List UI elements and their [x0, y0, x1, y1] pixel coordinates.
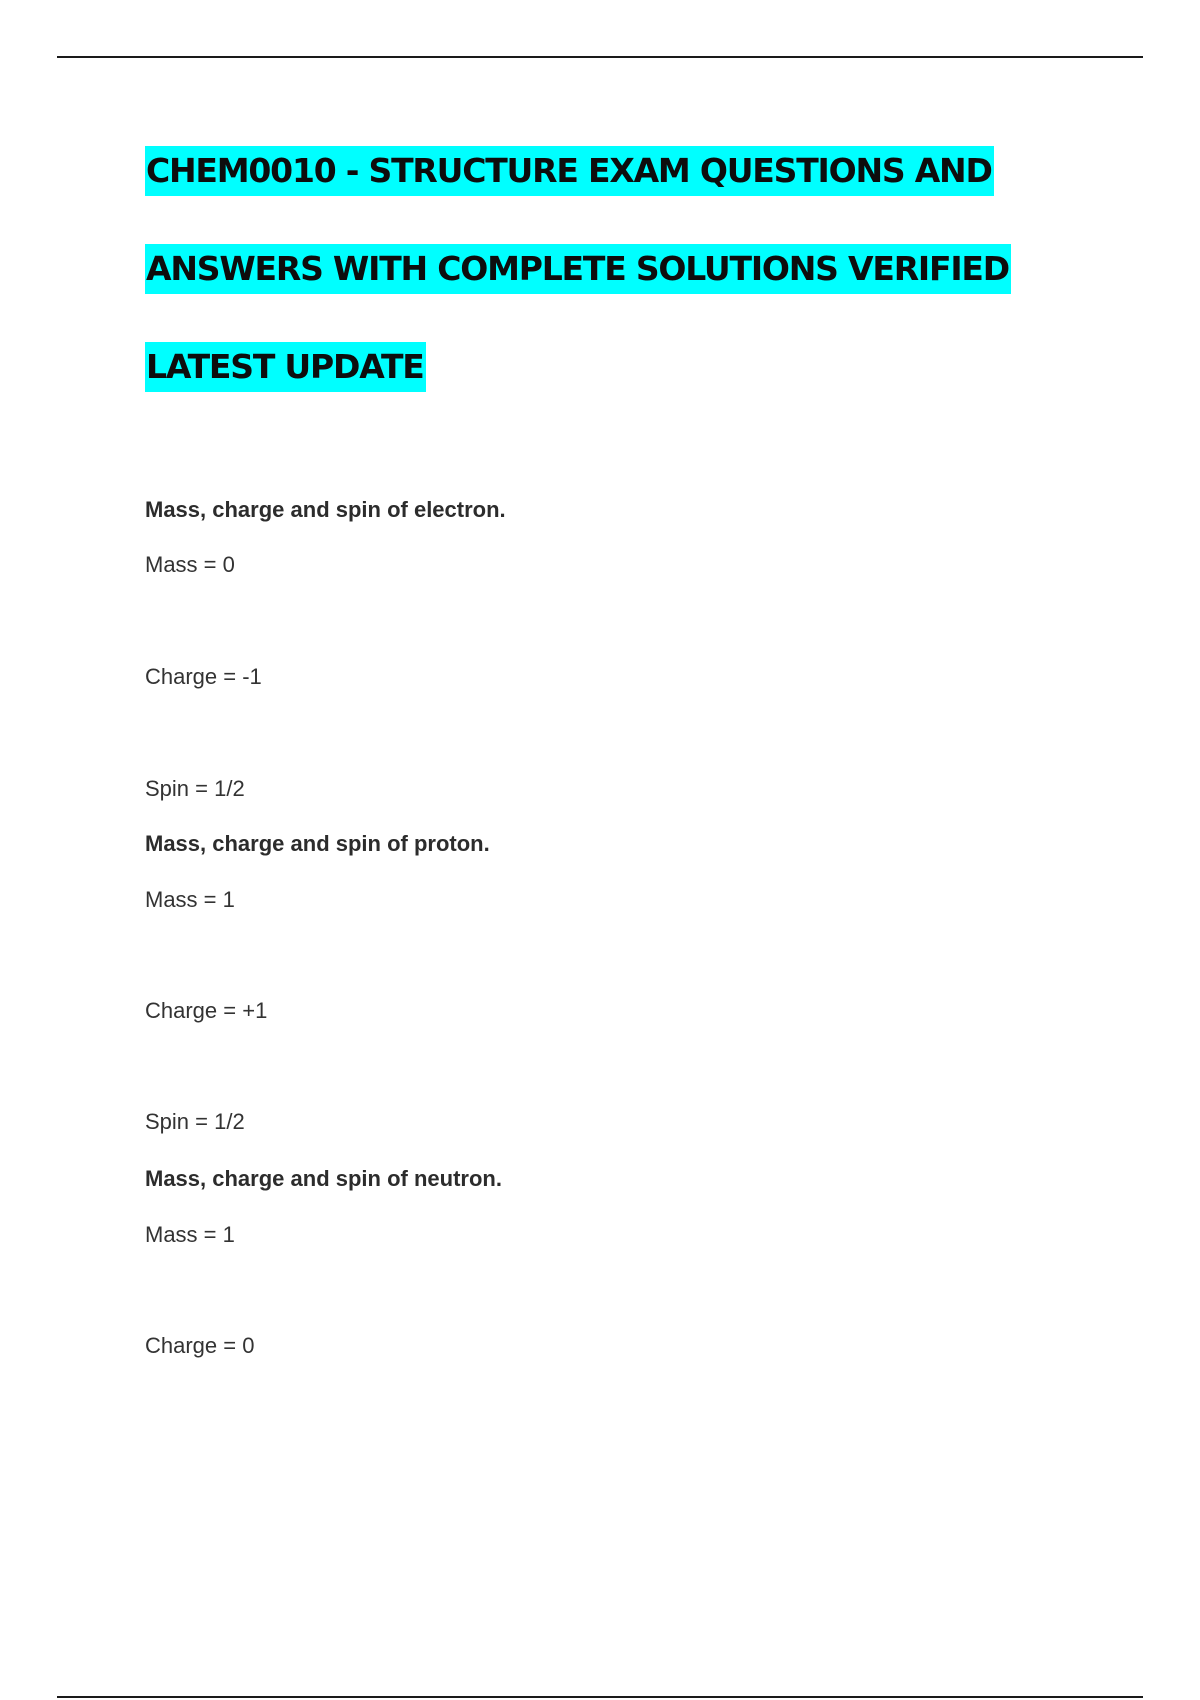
- title-line: [145, 342, 1145, 440]
- answer-electron-spin: Spin = 1/2: [145, 776, 245, 801]
- answer-electron-charge: Charge = -1: [145, 664, 262, 689]
- document-title: [145, 146, 1145, 440]
- title-text: ANSWERS WITH COMPLETE SOLUTIONS VERIFIED: [145, 244, 1011, 294]
- answer-proton-charge: Charge = +1: [145, 998, 268, 1023]
- title-line: [145, 244, 1145, 342]
- question-electron: Mass, charge and spin of electron.: [145, 497, 506, 522]
- title-line: [145, 146, 1145, 244]
- footer-rule: [57, 1696, 1143, 1698]
- title-text: LATEST UPDATE: [145, 342, 426, 392]
- title-text: CHEM0010 - STRUCTURE EXAM QUESTIONS AND: [145, 146, 994, 196]
- answer-proton-mass: Mass = 1: [145, 887, 235, 912]
- question-proton: Mass, charge and spin of proton.: [145, 831, 490, 856]
- answer-electron-mass: Mass = 0: [145, 552, 235, 577]
- answer-neutron-charge: Charge = 0: [145, 1333, 255, 1358]
- header-rule: [57, 56, 1143, 58]
- question-neutron: Mass, charge and spin of neutron.: [145, 1166, 502, 1191]
- answer-proton-spin: Spin = 1/2: [145, 1109, 245, 1134]
- answer-neutron-mass: Mass = 1: [145, 1222, 235, 1247]
